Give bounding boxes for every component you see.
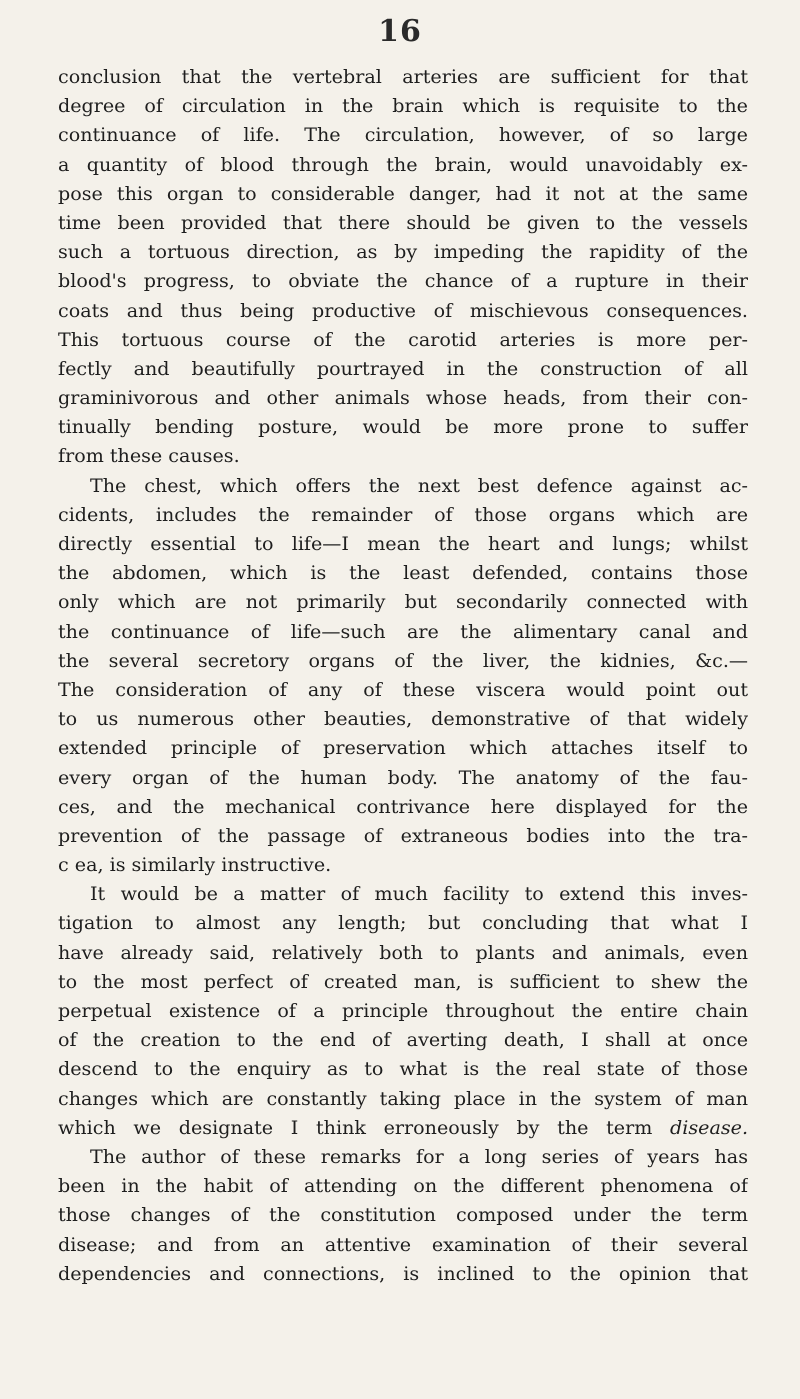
text-line-content: coats and thus being productive of mischievous consequences. bbox=[58, 298, 748, 322]
text-line-content: have already said, relatively both to plants and animals, even bbox=[58, 940, 748, 964]
text-line-content: degree of circulation in the brain which is requisite to the bbox=[58, 94, 748, 118]
text-line-content: The author of these remarks for a long series of years has bbox=[90, 1144, 748, 1168]
text-line-content: descend to the enquiry as to what is the real state of those bbox=[58, 1057, 748, 1081]
text-line-content: cidents, includes the remainder of those organs which are bbox=[58, 502, 748, 526]
text-line bbox=[58, 996, 748, 1025]
text-line-content: dependencies and connections, is inclined to the opinion that bbox=[58, 1261, 748, 1285]
italic-term: disease. bbox=[670, 1115, 748, 1139]
text-line bbox=[58, 763, 748, 792]
text-line bbox=[58, 908, 748, 937]
text-line bbox=[58, 821, 748, 850]
text-line bbox=[58, 733, 748, 762]
text-line bbox=[58, 879, 748, 908]
text-line bbox=[58, 412, 748, 441]
page-number: 16 bbox=[378, 14, 422, 49]
text-line-content: perpetual existence of a principle throughout the entire chain bbox=[58, 999, 748, 1022]
text-line bbox=[58, 1113, 748, 1142]
text-line-content: changes which are constantly taking place in the system of man bbox=[58, 1086, 748, 1110]
text-line bbox=[58, 266, 748, 295]
text-line bbox=[58, 1230, 748, 1259]
text-line-content: It would be a matter of much facility to extend this inves- bbox=[90, 882, 748, 906]
text-line-content: the continuance of life—such are the alimentary canal and bbox=[58, 619, 748, 643]
text-line bbox=[58, 850, 748, 879]
text-line bbox=[58, 558, 748, 587]
text-line-content: a quantity of blood through the brain, would unavoidably ex- bbox=[58, 152, 748, 176]
text-line bbox=[58, 1054, 748, 1083]
text-line bbox=[58, 62, 748, 91]
text-line bbox=[58, 529, 748, 558]
text-line bbox=[58, 150, 748, 179]
text-line-content: This tortuous course of the carotid arteries is more per- bbox=[58, 327, 748, 351]
body-text bbox=[58, 62, 748, 1288]
text-line bbox=[58, 967, 748, 996]
text-line-content: to us numerous other beauties, demonstrative of that widely bbox=[58, 707, 748, 731]
text-line bbox=[58, 237, 748, 266]
text-line bbox=[58, 1025, 748, 1054]
text-line-content: pose this organ to considerable danger, had it not at the same bbox=[58, 181, 748, 205]
text-line-content: continuance of life. The circulation, however, of so large bbox=[58, 123, 748, 147]
text-line bbox=[58, 500, 748, 529]
text-line-content: tigation to almost any length; but concluding that what I bbox=[58, 911, 748, 935]
text-line bbox=[58, 91, 748, 120]
text-line bbox=[58, 1259, 748, 1288]
text-line bbox=[58, 383, 748, 412]
text-line-content: directly essential to life—I mean the heart and lungs; whilst bbox=[58, 532, 748, 555]
text-line bbox=[58, 792, 748, 821]
text-line-content: conclusion that the vertebral arteries are sufficient for that bbox=[58, 65, 748, 88]
text-line-content: ces, and the mechanical contrivance here displayed for the bbox=[58, 794, 748, 818]
text-line bbox=[58, 120, 748, 149]
text-line bbox=[58, 296, 748, 325]
text-line-content: graminivorous and other animals whose heads, from their con- bbox=[58, 386, 748, 410]
text-line bbox=[58, 1084, 748, 1113]
text-line-content: prevention of the passage of extraneous bodies into the tra- bbox=[58, 823, 748, 847]
text-line bbox=[58, 208, 748, 237]
text-line bbox=[58, 325, 748, 354]
text-line-content: of the creation to the end of averting death, I shall at once bbox=[58, 1028, 748, 1052]
text-line-content: those changes of the constitution composed under the term bbox=[58, 1203, 748, 1227]
text-line-content: tinually bending posture, would be more prone to suffer bbox=[58, 415, 748, 439]
text-line-content: disease; and from an attentive examination of their several bbox=[58, 1232, 748, 1256]
text-line-content: the abdomen, which is the least defended, contains those bbox=[58, 561, 748, 585]
text-line-content: such a tortuous direction, as by impeding the rapidity of the bbox=[58, 240, 748, 264]
text-line bbox=[58, 1171, 748, 1200]
text-line bbox=[58, 1200, 748, 1229]
text-line-content: The chest, which offers the next best defence against ac- bbox=[90, 473, 748, 497]
text-line-content: extended principle of preservation which attaches itself to bbox=[58, 736, 748, 760]
text-line-content: time been provided that there should be given to the vessels bbox=[58, 210, 748, 234]
text-line-content: The consideration of any of these viscera would point out bbox=[58, 677, 748, 701]
text-line bbox=[58, 587, 748, 616]
text-line-content: every organ of the human body. The anatomy of the fau- bbox=[58, 765, 748, 789]
text-line bbox=[58, 938, 748, 967]
text-line bbox=[58, 704, 748, 733]
text-line-content: blood's progress, to obviate the chance of a rupture in their bbox=[58, 269, 748, 293]
text-line-content: which we designate I think erroneously by the term bbox=[58, 1115, 653, 1139]
text-line bbox=[58, 1142, 748, 1171]
text-line bbox=[58, 675, 748, 704]
text-line bbox=[58, 646, 748, 675]
text-line-content: to the most perfect of created man, is sufficient to shew the bbox=[58, 969, 748, 993]
text-line-content: only which are not primarily but secondarily connected with bbox=[58, 590, 748, 614]
text-line bbox=[58, 179, 748, 208]
text-line-content: been in the habit of attending on the different phenomena of bbox=[58, 1174, 748, 1198]
text-line-content: the several secretory organs of the liver, the kidnies, &c.— bbox=[58, 648, 748, 672]
text-line bbox=[58, 441, 748, 470]
text-line bbox=[58, 354, 748, 383]
text-line-content: fectly and beautifully pourtrayed in the construction of all bbox=[58, 356, 748, 380]
text-line bbox=[58, 471, 748, 500]
text-line-content: from these causes. bbox=[58, 444, 240, 468]
text-line-content: c ea, is similarly instructive. bbox=[58, 853, 332, 877]
text-line bbox=[58, 617, 748, 646]
